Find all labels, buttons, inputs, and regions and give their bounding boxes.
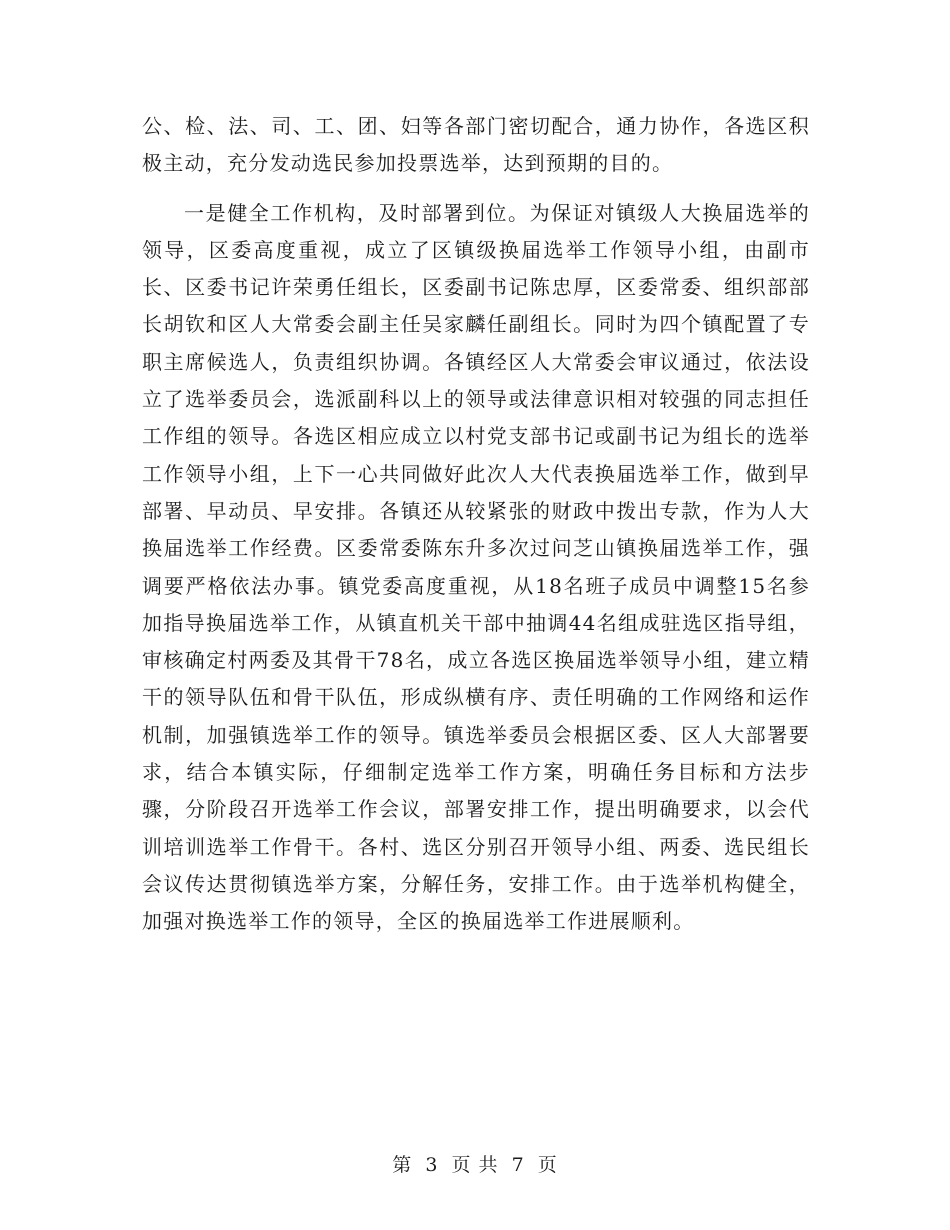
footer-middle: 页 共 [451, 1154, 499, 1176]
footer-suffix: 页 [537, 1154, 558, 1176]
document-body [142, 108, 810, 941]
total-pages-number: 7 [511, 1154, 525, 1176]
paragraph-continuation: 公、检、法、司、工、团、妇等各部门密切配合，通力协作，各选区积极主动，充分发动选民参加投票选举，达到预期的目的。 [142, 114, 810, 176]
footer-prefix: 第 [392, 1154, 413, 1176]
page-footer [0, 1150, 950, 1177]
paragraph-working-bodies: 一是健全工作机构，及时部署到位。为保证对镇级人大换届选举的领导，区委高度重视，成立了区镇级换届选举工作领导小组，由副市长、区委书记许荣勇任组长，区委副书记陈忠厚，区委常委、组织部部长胡钦和区人大常委会副主任吴家麟任副组长。同时为四个镇配置了专职主席候选人，负责组织协调。各镇经区人大常委会审议通过，依法设立了选举委员会，选派副科以上的领导或法律意识相对较强的同志担任工作组的领导。各选区相应成立以村党支部书记或副书记为组长的选举工作领导小组，上下一心共同做好此次人大代表换届选举工作，做到早部署、早动员、早安排。各镇还从较紧张的财政中拨出专款，作为人大换届选举工作经费。区委常委陈东升多次过问芝山镇换届选举工作，强调要严格依法办事。镇党委高度重视，从18名班子成员中调整15名参加指导换届选举工作，从镇直机关干部中抽调44名组成驻选区指导组，审核确定村两委及其骨干78名，成立各选区换届选举领导小组，建立精干的领导队伍和骨干队伍，形成纵横有序、责任明确的工作网络和运作机制，加强镇选举工作的领导。镇选举委员会根据区委、区人大部署要求，结合本镇实际，仔细制定选举工作方案，明确任务目标和方法步骤，分阶段召开选举工作会议，部署安排工作，提出明确要求，以会代训培训选举工作骨干。各村、选区分别召开领导小组、两委、选民组长会议传达贯彻镇选举方案，分解任务，安排工作。由于选举机构健全，加强对换选举工作的领导，全区的换届选举工作进展顺利。 [142, 200, 810, 934]
current-page-number: 3 [425, 1154, 439, 1176]
